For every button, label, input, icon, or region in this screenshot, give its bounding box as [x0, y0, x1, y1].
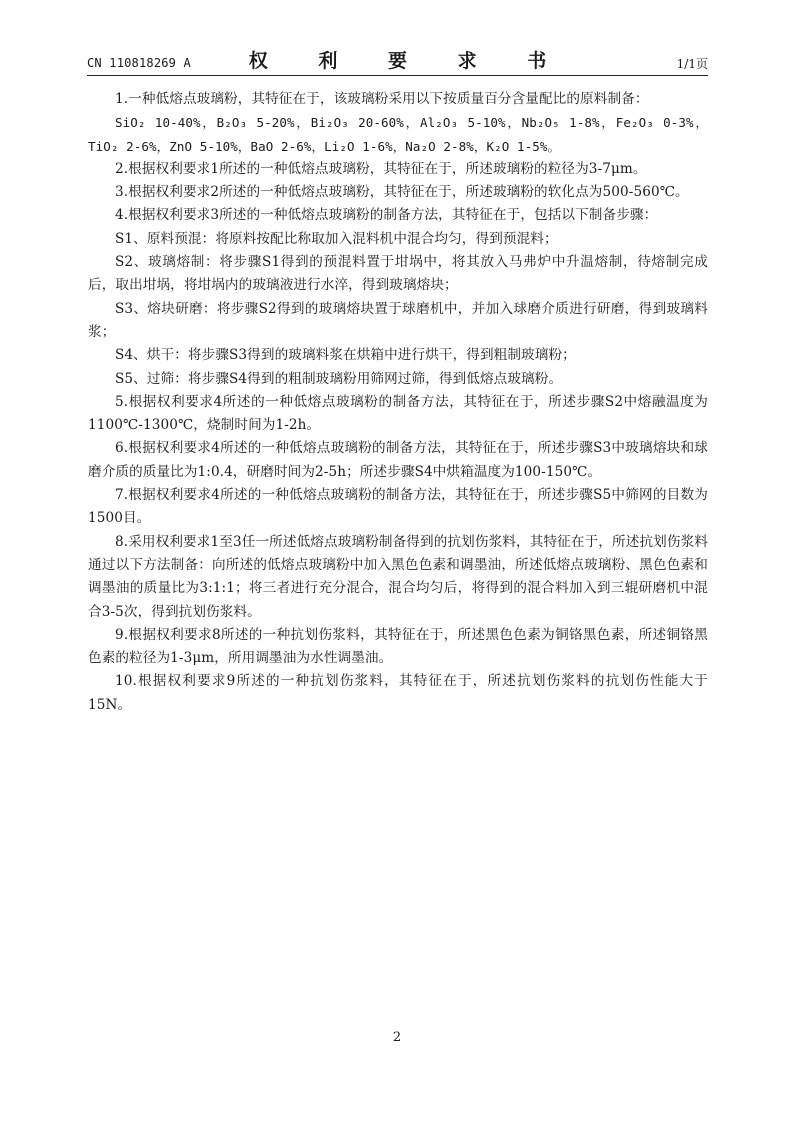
claim-1-composition: SiO₂ 10-40%，B₂O₃ 5-20%，Bi₂O₃ 20-60%，Al₂O₃ 5-10%，Nb₂O₅ 1-8%，Fe₂O₃ 0-3%，TiO₂ 2-6%，ZnO 5-10%，BaO 2-6%，Li₂O 1-6%，Na₂O 2-8%，K₂O 1-5%。 — [88, 115, 708, 154]
claim-4-step-s2: S2、玻璃熔制：将步骤S1得到的预混料置于坩埚中，将其放入马弗炉中升温熔制，待熔制完成后，取出坩埚，将坩埚内的玻璃液进行水淬，得到玻璃熔块； — [88, 254, 708, 294]
page-indicator: 1/1页 — [676, 57, 708, 71]
header-divider — [87, 75, 708, 76]
claim-2: 2.根据权利要求1所述的一种低熔点玻璃粉，其特征在于，所述玻璃粉的粒径为3-7μm。 — [115, 160, 647, 177]
claim-7: 7.根据权利要求4所述的一种低熔点玻璃粉的制备方法，其特征在于，所述步骤S5中筛网的目数为1500目。 — [88, 487, 708, 527]
claim-4-step-s1: S1、原料预混：将原料按配比称取加入混料机中混合均匀，得到预混料； — [115, 230, 558, 247]
claim-4-step-s4: S4、烘干：将步骤S3得到的玻璃料浆在烘箱中进行烘干，得到粗制玻璃粉； — [115, 347, 576, 364]
claim-4: 4.根据权利要求3所述的一种低熔点玻璃粉的制备方法，其特征在于，包括以下制备步骤： — [115, 207, 658, 224]
claim-8: 8.采用权利要求1至3任一所述低熔点玻璃粉制备得到的抗划伤浆料，其特征在于，所述抗划伤浆料通过以下方法制备：向所述的低熔点玻璃粉中加入黑色色素和调墨油，所述低熔点玻璃粉、黑色色素和调墨油的质量比为3:1:1；将三者进行充分混合，混合均匀后，将得到的混合料加入到三辊研磨机中混合3-5次，得到抗划伤浆料。 — [88, 533, 708, 620]
page-number: 2 — [392, 1030, 402, 1045]
publication-number: CN 110818269 A — [87, 56, 191, 70]
claim-3: 3.根据权利要求2所述的一种低熔点玻璃粉，其特征在于，所述玻璃粉的软化点为500-560℃。 — [115, 184, 689, 201]
claim-6: 6.根据权利要求4所述的一种低熔点玻璃粉的制备方法，其特征在于，所述步骤S3中玻璃熔块和球磨介质的质量比为1:0.4，研磨时间为2-5h；所述步骤S4中烘箱温度为100-150℃。 — [88, 440, 708, 480]
claim-4-step-s5: S5、过筛：将步骤S4得到的粗制玻璃粉用筛网过筛，得到低熔点玻璃粉。 — [115, 370, 563, 387]
document-title: 权 利 要 求 书 — [248, 50, 569, 72]
page-header — [87, 44, 708, 76]
claim-10: 10.根据权利要求9所述的一种抗划伤浆料，其特征在于，所述抗划伤浆料的抗划伤性能大于15N。 — [88, 673, 708, 713]
claim-9: 9.根据权利要求8所述的一种抗划伤浆料，其特征在于，所述黑色色素为铜铬黑色素，所述铜铬黑色素的粒径为1-3μm，所用调墨油为水性调墨油。 — [88, 626, 708, 667]
claim-4-step-s3: S3、熔块研磨：将步骤S2得到的玻璃熔块置于球磨机中，并加入球磨介质进行研磨，得到玻璃料浆； — [88, 300, 708, 340]
claim-5: 5.根据权利要求4所述的一种低熔点玻璃粉的制备方法，其特征在于，所述步骤S2中熔融温度为1100℃-1300℃，烧制时间为1-2h。 — [88, 393, 708, 434]
claim-1: 1.一种低熔点玻璃粉，其特征在于，该玻璃粉采用以下按质量百分含量配比的原料制备： — [115, 91, 649, 107]
claims-body — [88, 88, 708, 717]
